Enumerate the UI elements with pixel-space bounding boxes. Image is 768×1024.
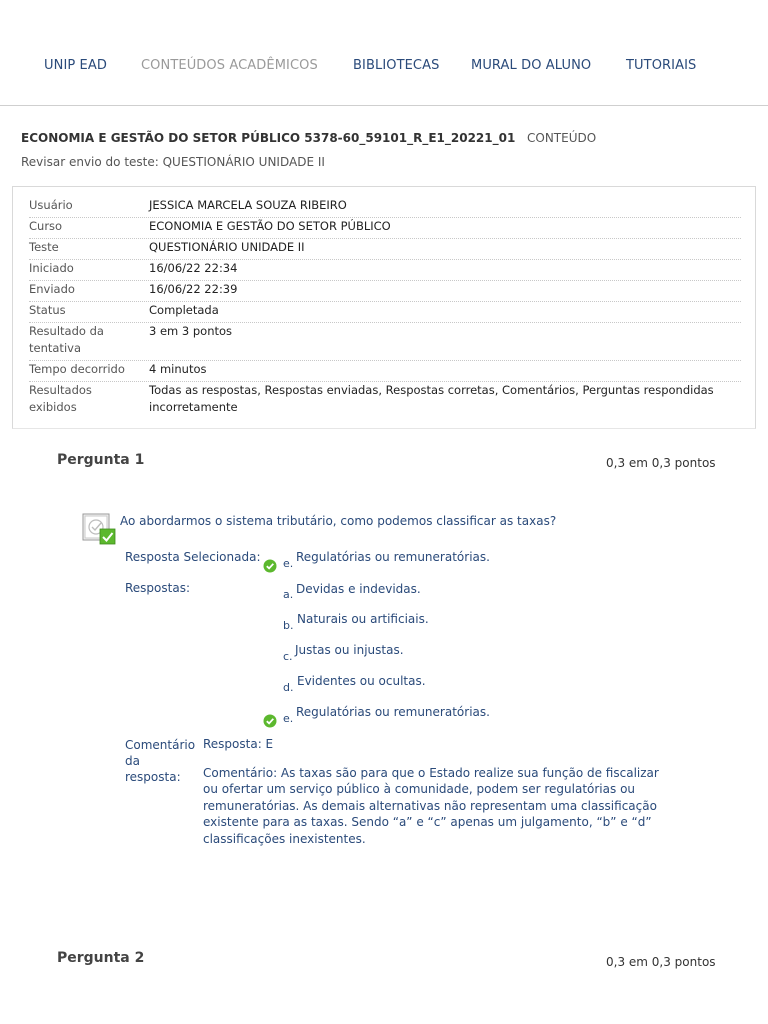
- selected-answer-letter: e.: [283, 557, 294, 570]
- answer-option-e: Regulatórias ou remuneratórias.: [296, 705, 490, 719]
- nav-bibliotecas[interactable]: BIBLIOTECAS: [353, 58, 440, 73]
- top-navigation: [0, 0, 768, 106]
- correct-check-icon: [263, 559, 277, 573]
- summary-row-status: [29, 302, 741, 323]
- nav-tutoriais[interactable]: TUTORIAIS: [626, 58, 697, 73]
- question-correct-icon: [82, 513, 116, 545]
- summary-label: Curso: [29, 219, 63, 233]
- correct-check-icon: [263, 714, 277, 728]
- summary-label: Enviado: [29, 282, 75, 296]
- summary-value: 4 minutos: [149, 362, 207, 376]
- summary-label: Usuário: [29, 198, 73, 212]
- nav-unip-ead[interactable]: UNIP EAD: [44, 58, 107, 73]
- summary-value: QUESTIONÁRIO UNIDADE II: [149, 240, 305, 254]
- answer-letter-a: a.: [283, 588, 294, 601]
- summary-value: 3 em 3 pontos: [149, 324, 233, 338]
- answer-letter-c: c.: [283, 650, 293, 663]
- summary-row-resultados-exibidos: [29, 382, 741, 420]
- summary-label: Status: [29, 303, 66, 317]
- summary-row-curso: [29, 218, 741, 239]
- answer-option-b: Naturais ou artificiais.: [297, 612, 429, 626]
- summary-value: 16/06/22 22:34: [149, 261, 238, 275]
- answer-option-c: Justas ou injustas.: [295, 643, 404, 657]
- course-title[interactable]: ECONOMIA E GESTÃO DO SETOR PÚBLICO 5378-60_59101_R_E1_20221_01: [21, 131, 516, 145]
- breadcrumb: Revisar envio do teste: QUESTIONÁRIO UNIDADE II: [21, 155, 325, 169]
- summary-label: Teste: [29, 240, 59, 254]
- content-link[interactable]: CONTEÚDO: [527, 131, 597, 145]
- summary-row-enviado: [29, 281, 741, 302]
- summary-value: 16/06/22 22:39: [149, 282, 238, 296]
- answers-label: Respostas:: [125, 581, 190, 595]
- selected-answer-label: Resposta Selecionada:: [125, 550, 261, 564]
- summary-value: ECONOMIA E GESTÃO DO SETOR PÚBLICO: [149, 219, 391, 233]
- question-1-title: Pergunta 1: [57, 452, 145, 468]
- summary-row-tempo: [29, 361, 741, 382]
- summary-row-resultado: [29, 323, 741, 361]
- question-1-points: 0,3 em 0,3 pontos: [606, 456, 716, 470]
- question-2-title: Pergunta 2: [57, 950, 145, 966]
- answer-letter-e: e.: [283, 712, 294, 725]
- comment-answer: Resposta: E: [203, 737, 274, 751]
- summary-value: Completada: [149, 303, 219, 317]
- summary-value: Todas as respostas, Respostas enviadas, Respostas corretas, Comentários, Perguntas respondidas incorretamente: [149, 383, 714, 414]
- answer-option-a: Devidas e indevidas.: [296, 582, 421, 596]
- summary-label: Resultados exibidos: [29, 383, 92, 414]
- answer-letter-d: d.: [283, 681, 294, 694]
- nav-mural-do-aluno[interactable]: MURAL DO ALUNO: [471, 58, 592, 73]
- summary-row-teste: [29, 239, 741, 260]
- summary-label: Iniciado: [29, 261, 74, 275]
- summary-label: Tempo decorrido: [29, 362, 125, 376]
- summary-value: JESSICA MARCELA SOUZA RIBEIRO: [149, 198, 347, 212]
- summary-row-usuario: [29, 197, 741, 218]
- selected-answer-text: Regulatórias ou remuneratórias.: [296, 550, 490, 564]
- summary-label: Resultado da tentativa: [29, 324, 104, 355]
- summary-row-iniciado: [29, 260, 741, 281]
- comment-text: Comentário: As taxas são para que o Estado realize sua função de fiscalizar ou ofertar um serviço público à comunidade, podem ser regulatórias ou remuneratórias. As demais alternativas não representam uma classificação existente para as taxas. Sendo “a” e “c” apenas um julgamento, “b” e “d” classificações inexistentes.: [203, 766, 659, 846]
- question-2-points: 0,3 em 0,3 pontos: [606, 955, 716, 969]
- attempt-summary-table: [12, 186, 756, 429]
- question-1-text: Ao abordarmos o sistema tributário, como podemos classificar as taxas?: [120, 514, 557, 528]
- answer-option-d: Evidentes ou ocultas.: [297, 674, 426, 688]
- nav-conteudos-academicos[interactable]: CONTEÚDOS ACADÊMICOS: [141, 58, 318, 73]
- comment-label: Comentário da resposta:: [125, 738, 196, 784]
- answer-letter-b: b.: [283, 619, 294, 632]
